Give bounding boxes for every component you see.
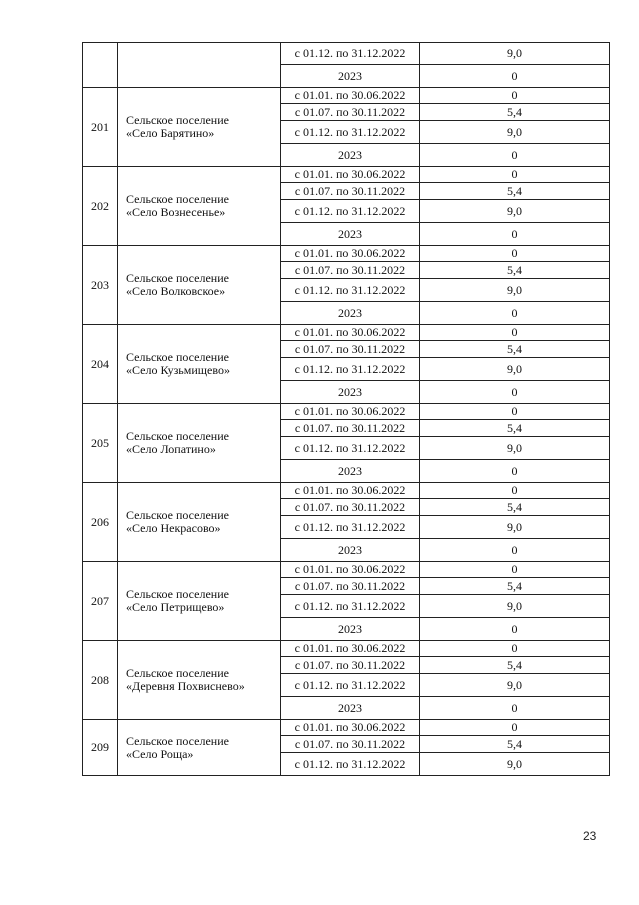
value-cell: 0 <box>420 246 610 262</box>
table-row <box>83 167 610 183</box>
settlement-name <box>118 325 281 404</box>
period-cell: с 01.07. по 30.11.2022 <box>281 262 420 279</box>
settlement-name-line1: Сельское поселение <box>126 192 229 206</box>
value-cell: 0 <box>420 325 610 341</box>
tariff-table-body <box>83 43 610 776</box>
value-cell: 0 <box>420 641 610 657</box>
value-cell: 0 <box>420 144 610 167</box>
settlement-name <box>118 641 281 720</box>
settlement-name-line2: «Село Лопатино» <box>126 442 216 456</box>
period-cell: с 01.01. по 30.06.2022 <box>281 483 420 499</box>
period-cell: с 01.12. по 31.12.2022 <box>281 279 420 302</box>
period-cell: 2023 <box>281 381 420 404</box>
period-cell: с 01.07. по 30.11.2022 <box>281 420 420 437</box>
number-cell <box>83 43 118 88</box>
table-row <box>83 720 610 736</box>
table-row <box>83 88 610 104</box>
period-cell: 2023 <box>281 460 420 483</box>
period-cell: с 01.12. по 31.12.2022 <box>281 43 420 65</box>
value-cell: 0 <box>420 302 610 325</box>
settlement-name <box>118 562 281 641</box>
value-cell: 0 <box>420 404 610 420</box>
settlement-name-line1: Сельское поселение <box>126 271 229 285</box>
period-cell: с 01.01. по 30.06.2022 <box>281 641 420 657</box>
period-cell: с 01.07. по 30.11.2022 <box>281 183 420 200</box>
settlement-name-line2: «Село Петрищево» <box>126 600 225 614</box>
value-cell: 0 <box>420 381 610 404</box>
settlement-number: 203 <box>83 246 118 325</box>
period-cell: с 01.07. по 30.11.2022 <box>281 499 420 516</box>
period-cell: с 01.12. по 31.12.2022 <box>281 595 420 618</box>
settlement-name <box>118 483 281 562</box>
settlement-name-line1: Сельское поселение <box>126 666 229 680</box>
value-cell: 5,4 <box>420 420 610 437</box>
table-row <box>83 404 610 420</box>
settlement-name-line1: Сельское поселение <box>126 429 229 443</box>
value-cell: 5,4 <box>420 183 610 200</box>
period-cell: с 01.07. по 30.11.2022 <box>281 578 420 595</box>
period-cell: с 01.01. по 30.06.2022 <box>281 404 420 420</box>
value-cell: 9,0 <box>420 200 610 223</box>
value-cell: 9,0 <box>420 43 610 65</box>
value-cell: 0 <box>420 697 610 720</box>
value-cell: 0 <box>420 618 610 641</box>
settlement-name <box>118 246 281 325</box>
settlement-number: 209 <box>83 720 118 776</box>
table-row <box>83 246 610 262</box>
value-cell: 0 <box>420 88 610 104</box>
settlement-name <box>118 404 281 483</box>
value-cell: 5,4 <box>420 736 610 753</box>
period-cell: 2023 <box>281 223 420 246</box>
period-cell: с 01.12. по 31.12.2022 <box>281 121 420 144</box>
value-cell: 9,0 <box>420 516 610 539</box>
period-cell: с 01.12. по 31.12.2022 <box>281 437 420 460</box>
table-row <box>83 562 610 578</box>
period-cell: с 01.01. по 30.06.2022 <box>281 167 420 183</box>
settlement-name-line2: «Село Роща» <box>126 746 194 761</box>
settlement-name-line1: Сельское поселение <box>126 113 229 127</box>
settlement-name-line1: Сельское поселение <box>126 587 229 601</box>
period-cell: 2023 <box>281 65 420 88</box>
value-cell: 9,0 <box>420 753 610 776</box>
value-cell: 5,4 <box>420 578 610 595</box>
period-cell: с 01.12. по 31.12.2022 <box>281 674 420 697</box>
value-cell: 0 <box>420 65 610 88</box>
period-cell: с 01.07. по 30.11.2022 <box>281 104 420 121</box>
value-cell: 5,4 <box>420 499 610 516</box>
settlement-name-line2: «Село Барятино» <box>126 126 215 140</box>
settlement-name-line2: «Село Вознесенье» <box>126 205 226 219</box>
settlement-name-line1: Сельское поселение <box>126 508 229 522</box>
value-cell: 9,0 <box>420 437 610 460</box>
settlement-name <box>118 88 281 167</box>
settlement-number: 208 <box>83 641 118 720</box>
period-cell: с 01.12. по 31.12.2022 <box>281 516 420 539</box>
settlement-number: 202 <box>83 167 118 246</box>
settlement-name <box>118 720 281 776</box>
value-cell: 0 <box>420 539 610 562</box>
period-cell: 2023 <box>281 539 420 562</box>
period-cell: с 01.12. по 31.12.2022 <box>281 200 420 223</box>
value-cell: 5,4 <box>420 657 610 674</box>
table-row <box>83 641 610 657</box>
settlement-number: 207 <box>83 562 118 641</box>
settlement-name-line2: «Деревня Похвиснево» <box>126 679 245 693</box>
period-cell: с 01.07. по 30.11.2022 <box>281 736 420 753</box>
period-cell: с 01.01. по 30.06.2022 <box>281 720 420 736</box>
period-cell: с 01.12. по 31.12.2022 <box>281 753 420 776</box>
settlement-number: 204 <box>83 325 118 404</box>
value-cell: 9,0 <box>420 121 610 144</box>
settlement-name-line1: Сельское поселение <box>126 733 229 748</box>
value-cell: 0 <box>420 720 610 736</box>
value-cell: 9,0 <box>420 279 610 302</box>
table-row <box>83 483 610 499</box>
value-cell: 0 <box>420 483 610 499</box>
period-cell: 2023 <box>281 618 420 641</box>
settlement-name-line1: Сельское поселение <box>126 350 229 364</box>
period-cell: с 01.01. по 30.06.2022 <box>281 562 420 578</box>
value-cell: 5,4 <box>420 104 610 121</box>
value-cell: 5,4 <box>420 341 610 358</box>
page-number: 23 <box>583 829 597 843</box>
table-row <box>83 325 610 341</box>
value-cell: 9,0 <box>420 595 610 618</box>
table-row <box>83 43 610 65</box>
period-cell: с 01.07. по 30.11.2022 <box>281 341 420 358</box>
value-cell: 0 <box>420 460 610 483</box>
settlement-number: 205 <box>83 404 118 483</box>
settlement-number: 201 <box>83 88 118 167</box>
value-cell: 9,0 <box>420 674 610 697</box>
settlement-name-line2: «Село Кузьмищево» <box>126 363 230 377</box>
period-cell: с 01.01. по 30.06.2022 <box>281 325 420 341</box>
value-cell: 9,0 <box>420 358 610 381</box>
period-cell: 2023 <box>281 697 420 720</box>
settlement-name-line2: «Село Некрасово» <box>126 521 221 535</box>
period-cell: с 01.12. по 31.12.2022 <box>281 358 420 381</box>
period-cell: 2023 <box>281 144 420 167</box>
settlement-name-line2: «Село Волковское» <box>126 284 226 298</box>
settlement-number: 206 <box>83 483 118 562</box>
tariff-table <box>82 42 610 776</box>
value-cell: 0 <box>420 167 610 183</box>
settlement-name-cell <box>118 43 281 88</box>
period-cell: с 01.07. по 30.11.2022 <box>281 657 420 674</box>
value-cell: 0 <box>420 562 610 578</box>
value-cell: 5,4 <box>420 262 610 279</box>
period-cell: с 01.01. по 30.06.2022 <box>281 246 420 262</box>
settlement-name <box>118 167 281 246</box>
value-cell: 0 <box>420 223 610 246</box>
period-cell: 2023 <box>281 302 420 325</box>
period-cell: с 01.01. по 30.06.2022 <box>281 88 420 104</box>
